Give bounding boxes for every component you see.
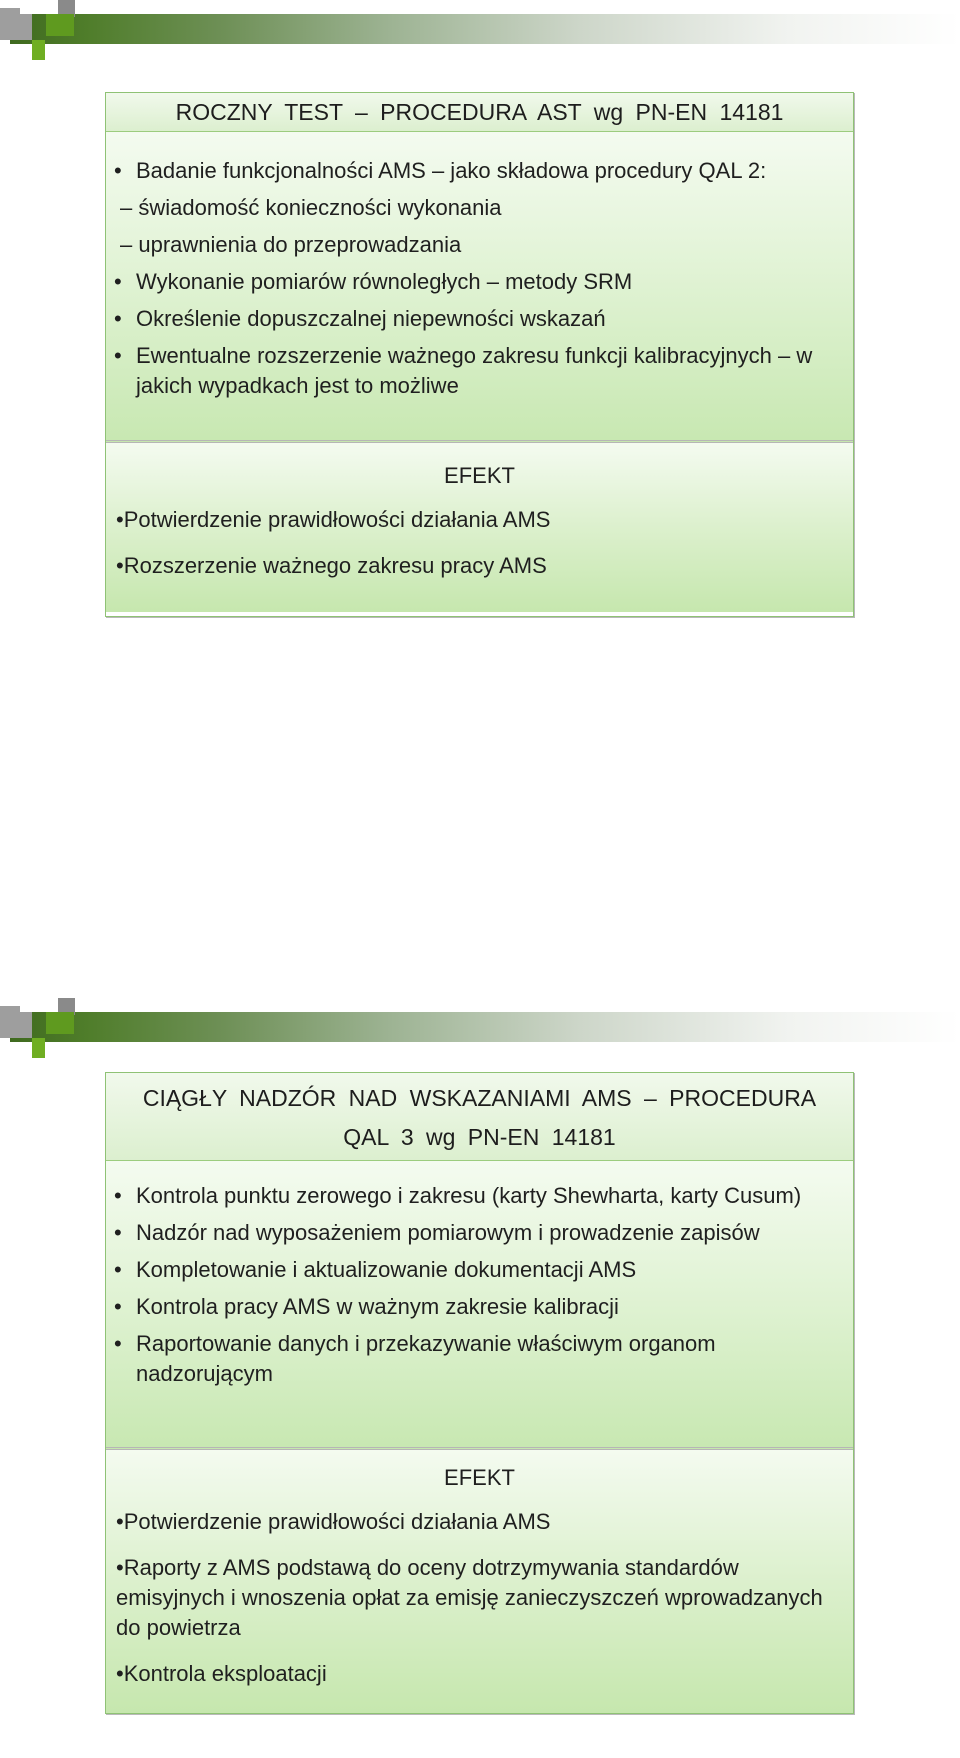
bullet-icon: •	[114, 1183, 122, 1208]
effect-item: •Potwierdzenie prawidłowości działania AMS	[116, 1509, 551, 1534]
list-item	[106, 1255, 847, 1285]
list-item-text: Ewentualne rozszerzenie ważnego zakresu funkcji kalibracyjnych – w jakich wypadkach jest to możliwe	[136, 343, 813, 398]
decor-square	[20, 0, 42, 14]
procedure-box	[105, 92, 854, 617]
decor-square	[32, 40, 45, 60]
box-title-line: QAL 3 wg PN-EN 14181	[343, 1124, 616, 1150]
box-title	[106, 1073, 853, 1161]
sub-item: – uprawnienia do przeprowadzania	[120, 232, 462, 257]
list-item	[106, 1218, 847, 1248]
procedure-list	[106, 1161, 853, 1447]
box-title: ROCZNY TEST – PROCEDURA AST wg PN-EN 14181	[106, 93, 853, 132]
list-item-text: Określenie dopuszczalnej niepewności wskazań	[136, 306, 606, 331]
list-item-text: Kompletowanie i aktualizowanie dokumentacji AMS	[136, 1257, 637, 1282]
list-item-text: Badanie funkcjonalności AMS – jako składowa procedury QAL 2:	[136, 158, 767, 183]
bullet-icon: •	[114, 1257, 122, 1282]
bullet-icon: •	[114, 158, 122, 183]
bullet-icon: •	[114, 343, 122, 368]
list-item	[106, 1292, 847, 1322]
bullet-icon: •	[114, 269, 122, 294]
list-item	[106, 267, 847, 297]
bullet-icon: •	[114, 1294, 122, 1319]
procedure-box	[105, 1072, 854, 1714]
list-item	[106, 156, 847, 186]
bullet-icon: •	[114, 1220, 122, 1245]
procedure-list	[106, 132, 853, 440]
decor-square	[32, 1038, 45, 1058]
list-item-text: Kontrola pracy AMS w ważnym zakresie kalibracji	[136, 1294, 619, 1319]
box-title-line: CIĄGŁY NADZÓR NAD WSKAZANIAMI AMS – PROCEDURA	[142, 1085, 817, 1111]
list-item-text: Kontrola punktu zerowego i zakresu (karty Shewharta, karty Cusum)	[136, 1183, 802, 1208]
effect-section	[106, 1447, 853, 1713]
bullet-icon: •	[114, 306, 122, 331]
slide-1	[0, 0, 960, 760]
effect-item: •Rozszerzenie ważnego zakresu pracy AMS	[116, 553, 547, 578]
list-item	[106, 341, 847, 401]
effect-heading: EFEKT	[444, 463, 515, 488]
list-item-text: Wykonanie pomiarów równoległych – metody SRM	[136, 269, 633, 294]
effect-item: •Kontrola eksploatacji	[116, 1661, 327, 1686]
slide-2	[0, 998, 960, 1758]
header-gradient-band	[10, 14, 960, 44]
list-item-text: Raportowanie danych i przekazywanie właściwym organom nadzorującym	[136, 1331, 716, 1386]
list-item	[106, 1329, 847, 1389]
decor-square	[46, 1012, 74, 1034]
decor-square	[20, 998, 42, 1012]
header-gradient-band	[10, 1012, 960, 1042]
effect-section	[106, 440, 853, 612]
list-item	[106, 1181, 847, 1211]
effect-item: •Raporty z AMS podstawą do oceny dotrzymywania standardów emisyjnych i wnoszenia opłat za emisję zanieczyszczeń wprowadzanych do powietrza	[116, 1555, 823, 1640]
bullet-icon: •	[114, 1331, 122, 1356]
list-item-text: Nadzór nad wyposażeniem pomiarowym i prowadzenie zapisów	[136, 1220, 760, 1245]
effect-heading: EFEKT	[444, 1465, 515, 1490]
list-item	[106, 304, 847, 334]
decor-square	[46, 14, 74, 36]
sub-item: – świadomość konieczności wykonania	[120, 195, 502, 220]
effect-item: •Potwierdzenie prawidłowości działania AMS	[116, 507, 551, 532]
